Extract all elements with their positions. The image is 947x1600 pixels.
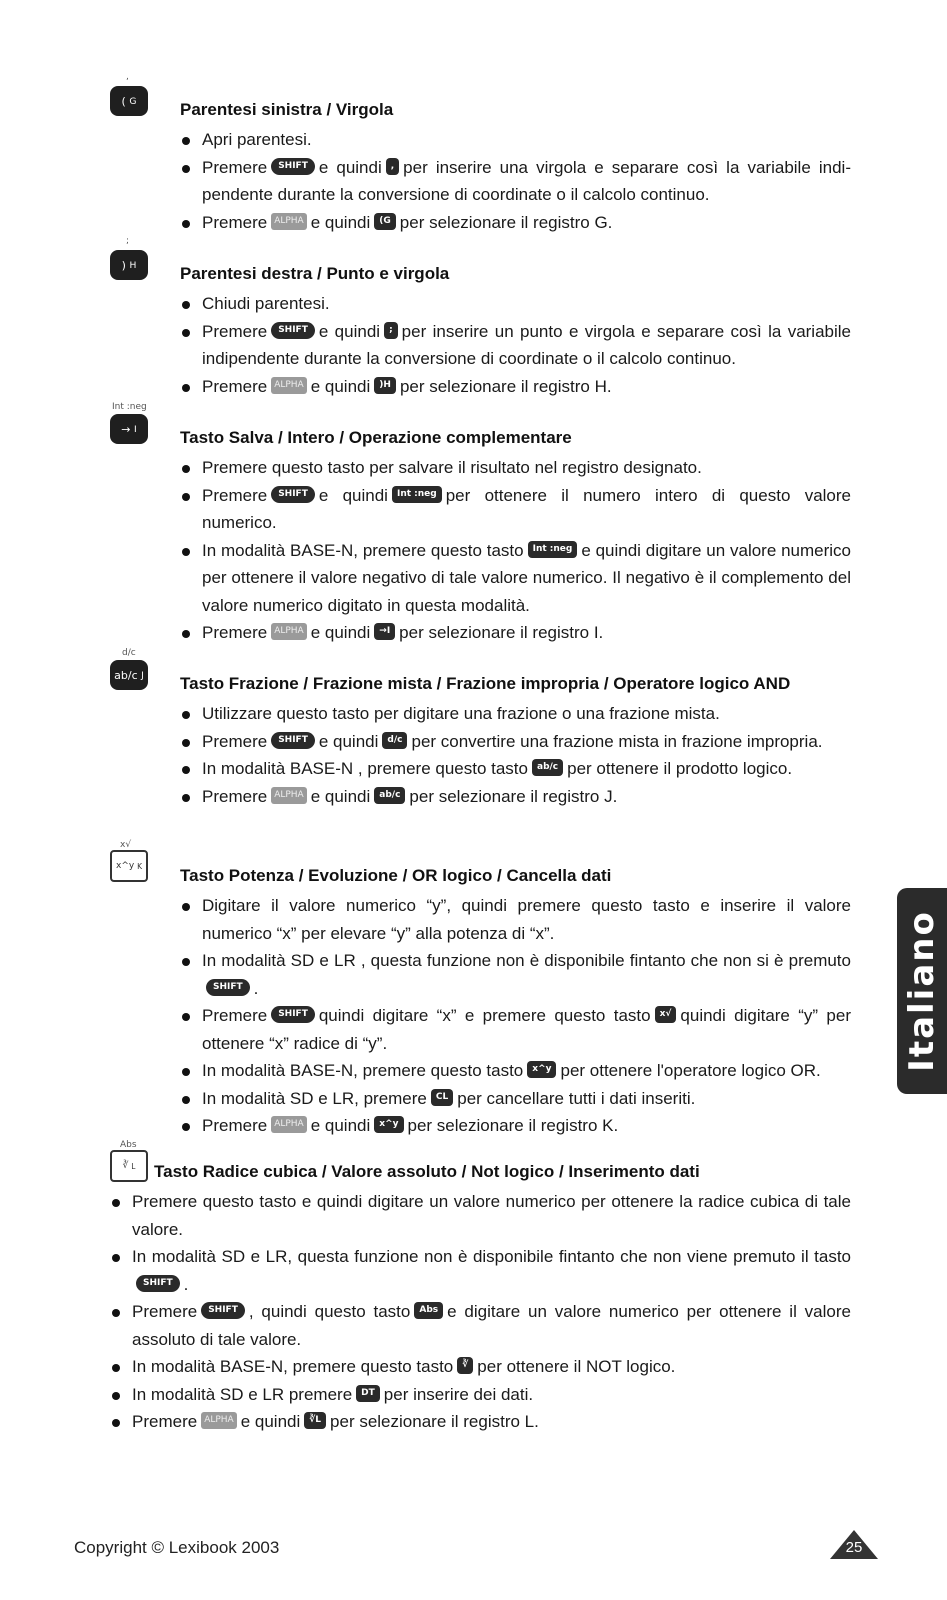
- alpha-key-icon: ALPHA: [271, 787, 307, 804]
- section-title: Tasto Radice cubica / Valore assoluto / Not logico / Inserimento dati: [154, 1162, 700, 1181]
- key-secondary-label: Int :neg: [112, 402, 147, 412]
- shift-key-icon: SHIFT: [201, 1302, 245, 1319]
- shift-key-icon: SHIFT: [206, 979, 250, 996]
- list-item: Digitare il valore numerico “y”, quindi premere questo tasto e inserire il valore numerico “x” per elevare “y” alla potenza di “x”.: [180, 892, 851, 947]
- shift-key-icon: SHIFT: [271, 158, 315, 175]
- left-paren-key-icon: (G: [374, 213, 396, 230]
- list-item: Premere SHIFT e quindi ; per inserire un punto e virgola e separare così la variabile indipendente durante la conversione di coordinate o il calcolo continuo.: [180, 318, 851, 373]
- page-number: 25: [845, 1539, 863, 1556]
- fraction-key-icon: ab/c J: [110, 660, 148, 690]
- list-item: Premere ALPHA e quindi ∛L per selezionare il registro L.: [110, 1408, 851, 1436]
- shift-key-icon: SHIFT: [271, 322, 315, 339]
- list-item: Premere questo tasto e quindi digitare un valore numerico per ottenere la radice cubica di tale valore.: [110, 1188, 851, 1243]
- list-item: Premere ALPHA e quindi →I per selezionare il registro I.: [180, 619, 851, 647]
- list-item: Chiudi parentesi.: [180, 290, 851, 318]
- dt-key-icon: DT: [356, 1385, 380, 1402]
- shift-key-icon: SHIFT: [271, 1006, 315, 1023]
- left-paren-key-icon: ( G: [110, 86, 148, 116]
- comma-key-icon: ,: [386, 158, 399, 175]
- store-key-icon: → I: [110, 414, 148, 444]
- list-item: Premere ALPHA e quindi x^y per selezionare il registro K.: [180, 1112, 851, 1140]
- alpha-key-icon: ALPHA: [271, 377, 307, 394]
- cl-key-icon: CL: [431, 1089, 453, 1106]
- int-key-icon: Int :neg: [528, 541, 578, 558]
- list-item: In modalità SD e LR, questa funzione non è disponibile fintanto che non viene premuto il tastoSHIFT .: [110, 1243, 851, 1298]
- power-key-icon: x^y K: [110, 850, 148, 882]
- list-item: Premere ALPHA e quindi (G per selezionare il registro G.: [180, 209, 851, 237]
- section-list: [180, 290, 851, 400]
- section-list: [180, 126, 851, 236]
- section-list: [110, 1188, 851, 1436]
- key-secondary-label: ;: [126, 236, 130, 246]
- cube-root-key-icon: ∛L: [304, 1412, 326, 1429]
- key-secondary-label: ,: [126, 72, 129, 82]
- section-title: Tasto Salva / Intero / Operazione complementare: [180, 428, 572, 447]
- list-item: In modalità SD e LR, premere CL per cancellare tutti i dati inseriti.: [180, 1085, 851, 1113]
- section-list: [180, 700, 851, 810]
- list-item: Premere SHIFT quindi digitare “x” e premere questo tasto x√ quindi digitare “y” per ottenere “x” radice di “y”.: [180, 1002, 851, 1057]
- fraction-key-icon: ab/c: [374, 787, 405, 804]
- language-side-tab: Italiano: [897, 888, 947, 1094]
- section-title: Parentesi destra / Punto e virgola: [180, 264, 450, 283]
- list-item: Premere ALPHA e quindi ab/c per selezionare il registro J.: [180, 783, 851, 811]
- list-item: Premere SHIFT , quindi questo tasto Abs e digitare un valore numerico per ottenere il valore assoluto di tale valore.: [110, 1298, 851, 1353]
- copyright-footer: Copyright © Lexibook 2003: [74, 1538, 280, 1557]
- section-title: Parentesi sinistra / Virgola: [180, 100, 394, 119]
- list-item: In modalità SD e LR , questa funzione non è disponibile fintanto che non si è premutoSHIFT .: [180, 947, 851, 1002]
- fraction-key-icon: ab/c: [532, 759, 563, 776]
- list-item: In modalità BASE-N, premere questo tasto ∛ per ottenere il NOT logico.: [110, 1353, 851, 1381]
- list-item: Premere ALPHA e quindi )H per selezionare il registro H.: [180, 373, 851, 401]
- list-item: In modalità BASE-N , premere questo tasto ab/c per ottenere il prodotto logico.: [180, 755, 851, 783]
- root-key-icon: x√: [655, 1006, 677, 1023]
- alpha-key-icon: ALPHA: [271, 1116, 307, 1133]
- dc-key-icon: d/c: [382, 732, 407, 749]
- shift-key-icon: SHIFT: [271, 486, 315, 503]
- list-item: Premere SHIFT e quindi d/c per convertire una frazione mista in frazione impropria.: [180, 728, 851, 756]
- list-item: In modalità SD e LR premere DT per inserire dei dati.: [110, 1381, 851, 1409]
- key-secondary-label: d/c: [122, 648, 136, 658]
- section-list: [180, 892, 851, 1140]
- cube-root-key-icon: ∛: [457, 1357, 473, 1374]
- list-item: Premere questo tasto per salvare il risultato nel registro designato.: [180, 454, 851, 482]
- list-item: Premere SHIFT e quindi Int :neg per ottenere il numero intero di questo valore numerico.: [180, 482, 851, 537]
- shift-key-icon: SHIFT: [271, 732, 315, 749]
- shift-key-icon: SHIFT: [136, 1275, 180, 1292]
- section-title: Tasto Frazione / Frazione mista / Frazione impropria / Operatore logico AND: [180, 674, 791, 693]
- power-key-icon: x^y: [527, 1061, 556, 1078]
- list-item: In modalità BASE-N, premere questo tasto x^y per ottenere l'operatore logico OR.: [180, 1057, 851, 1085]
- store-key-icon: →I: [374, 623, 395, 640]
- section-list: [180, 454, 851, 647]
- page-number-badge: [828, 1528, 880, 1560]
- cube-root-key-icon: ∛ L: [110, 1150, 148, 1182]
- list-item: Apri parentesi.: [180, 126, 851, 154]
- list-item: Utilizzare questo tasto per digitare una frazione o una frazione mista.: [180, 700, 851, 728]
- list-item: In modalità BASE-N, premere questo tasto Int :neg e quindi digitare un valore numerico per ottenere il valore negativo di tale valore numerico. Il negativo è il complemento del valore numerico digitato in questa modalità.: [180, 537, 851, 620]
- abs-key-icon: Abs: [414, 1302, 443, 1319]
- key-secondary-label: Abs: [120, 1140, 137, 1150]
- key-secondary-label: x√: [120, 840, 132, 850]
- section-title: Tasto Potenza / Evoluzione / OR logico / Cancella dati: [180, 866, 612, 885]
- alpha-key-icon: ALPHA: [271, 623, 307, 640]
- right-paren-key-icon: )H: [374, 377, 396, 394]
- right-paren-key-icon: ) H: [110, 250, 148, 280]
- alpha-key-icon: ALPHA: [201, 1412, 237, 1429]
- list-item: Premere SHIFT e quindi , per inserire una virgola e separare così la variabile indi-pendente durante la conversione di coordinate o il calcolo continuo.: [180, 154, 851, 209]
- power-key-icon: x^y: [374, 1116, 403, 1133]
- int-key-icon: Int :neg: [392, 486, 442, 503]
- semicolon-key-icon: ;: [384, 322, 398, 339]
- alpha-key-icon: ALPHA: [271, 213, 307, 230]
